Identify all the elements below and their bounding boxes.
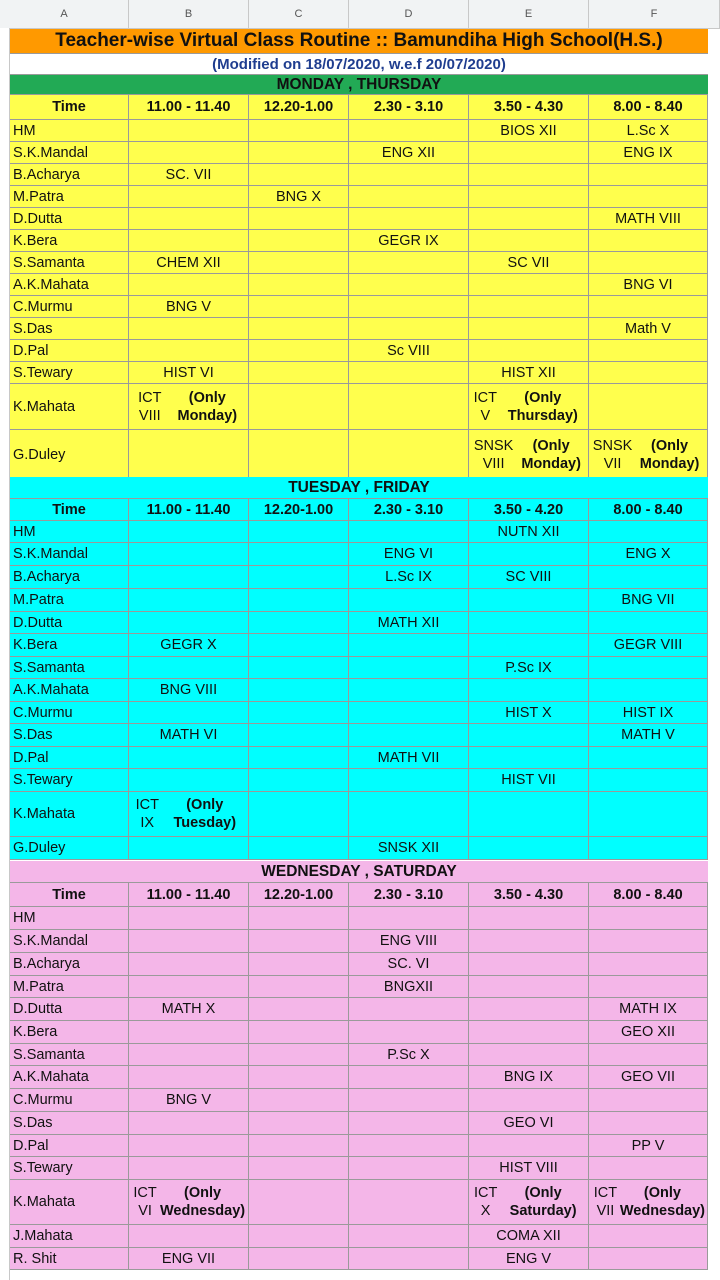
class-cell[interactable]: [469, 274, 589, 296]
teacher-name[interactable]: S.Tewary: [10, 769, 129, 792]
class-cell[interactable]: [349, 1157, 469, 1180]
sheet-subtitle[interactable]: (Modified on 18/07/2020, w.e.f 20/07/2020): [10, 54, 708, 75]
class-cell[interactable]: [589, 230, 708, 252]
class-cell[interactable]: [129, 837, 249, 860]
class-cell[interactable]: [589, 1089, 708, 1112]
period-header[interactable]: 8.00 - 8.40: [589, 95, 708, 120]
class-cell[interactable]: [249, 1112, 349, 1135]
class-cell[interactable]: [589, 612, 708, 634]
teacher-name[interactable]: S.Das: [10, 318, 129, 340]
class-cell[interactable]: BIOS XII: [469, 120, 589, 142]
class-cell[interactable]: [249, 1180, 349, 1225]
period-header[interactable]: 11.00 - 11.40: [129, 95, 249, 120]
class-cell[interactable]: BNG V: [129, 1089, 249, 1112]
class-cell[interactable]: [129, 340, 249, 362]
class-cell[interactable]: [249, 521, 349, 543]
class-cell[interactable]: [589, 930, 708, 953]
class-cell[interactable]: [589, 1248, 708, 1270]
class-cell[interactable]: [349, 634, 469, 657]
class-cell[interactable]: [249, 566, 349, 589]
teacher-name[interactable]: S.K.Mandal: [10, 142, 129, 164]
row-gutter: [0, 28, 10, 1280]
class-cell[interactable]: [249, 769, 349, 792]
class-cell[interactable]: [349, 120, 469, 142]
day-label[interactable]: MONDAY , THURSDAY: [10, 75, 708, 95]
class-cell[interactable]: MATH V: [589, 724, 708, 747]
class-cell[interactable]: [589, 1157, 708, 1180]
class-cell[interactable]: [589, 747, 708, 769]
class-cell[interactable]: [469, 907, 589, 930]
class-cell[interactable]: [469, 589, 589, 612]
period-header[interactable]: 8.00 - 8.40: [589, 883, 708, 907]
class-cell[interactable]: [589, 186, 708, 208]
period-header[interactable]: 12.20-1.00: [249, 883, 349, 907]
class-cell[interactable]: [249, 1248, 349, 1270]
class-cell[interactable]: [249, 120, 349, 142]
class-cell[interactable]: [469, 953, 589, 976]
class-cell[interactable]: [129, 1112, 249, 1135]
teacher-name[interactable]: D.Pal: [10, 340, 129, 362]
class-cell[interactable]: [129, 186, 249, 208]
period-header[interactable]: 12.20-1.00: [249, 95, 349, 120]
column-letter[interactable]: A: [0, 0, 129, 28]
teacher-name[interactable]: D.Pal: [10, 747, 129, 769]
class-cell[interactable]: [589, 566, 708, 589]
class-cell[interactable]: [249, 543, 349, 566]
class-cell[interactable]: [589, 296, 708, 318]
teacher-name[interactable]: K.Mahata: [10, 792, 129, 837]
class-cell[interactable]: BNG VII: [589, 589, 708, 612]
class-cell[interactable]: [249, 976, 349, 998]
class-cell[interactable]: GEO XII: [589, 1021, 708, 1044]
period-header[interactable]: 2.30 - 3.10: [349, 499, 469, 521]
day-label[interactable]: TUESDAY , FRIDAY: [10, 477, 708, 499]
class-cell[interactable]: ENG XII: [349, 142, 469, 164]
class-cell[interactable]: P.Sc IX: [469, 657, 589, 679]
class-cell[interactable]: [349, 1112, 469, 1135]
class-cell[interactable]: ICT V (Only Thursday): [469, 384, 589, 430]
class-cell[interactable]: [349, 724, 469, 747]
class-cell[interactable]: GEO VII: [589, 1066, 708, 1089]
class-cell[interactable]: ICT VII (Only Wednesday): [589, 1180, 708, 1225]
class-cell[interactable]: ENG IX: [589, 142, 708, 164]
class-cell[interactable]: GEO VI: [469, 1112, 589, 1135]
class-cell[interactable]: [589, 1044, 708, 1066]
class-cell[interactable]: [249, 252, 349, 274]
teacher-name[interactable]: S.Das: [10, 1112, 129, 1135]
class-cell[interactable]: [469, 930, 589, 953]
class-cell[interactable]: [249, 274, 349, 296]
teacher-name[interactable]: S.K.Mandal: [10, 543, 129, 566]
class-cell[interactable]: [349, 1135, 469, 1157]
class-cell[interactable]: BNG IX: [469, 1066, 589, 1089]
class-cell[interactable]: [249, 208, 349, 230]
class-cell[interactable]: [349, 998, 469, 1021]
column-letter[interactable]: D: [349, 0, 469, 28]
class-cell[interactable]: [249, 1021, 349, 1044]
class-cell[interactable]: [129, 1135, 249, 1157]
class-cell[interactable]: [469, 296, 589, 318]
class-cell[interactable]: [589, 521, 708, 543]
class-cell[interactable]: [469, 208, 589, 230]
class-cell[interactable]: [349, 362, 469, 384]
period-header[interactable]: 8.00 - 8.40: [589, 499, 708, 521]
class-cell[interactable]: [129, 612, 249, 634]
class-cell[interactable]: MATH IX: [589, 998, 708, 1021]
class-cell[interactable]: [129, 208, 249, 230]
class-cell[interactable]: [469, 724, 589, 747]
class-cell[interactable]: ICT IX (Only Tuesday): [129, 792, 249, 837]
class-cell[interactable]: [129, 1044, 249, 1066]
teacher-name[interactable]: HM: [10, 120, 129, 142]
class-cell[interactable]: Math V: [589, 318, 708, 340]
class-cell[interactable]: GEGR X: [129, 634, 249, 657]
class-cell[interactable]: PP V: [589, 1135, 708, 1157]
class-cell[interactable]: [469, 230, 589, 252]
teacher-name[interactable]: S.Tewary: [10, 362, 129, 384]
class-cell[interactable]: HIST VI: [129, 362, 249, 384]
class-cell[interactable]: [589, 837, 708, 860]
class-cell[interactable]: [469, 792, 589, 837]
class-cell[interactable]: [129, 543, 249, 566]
teacher-name[interactable]: C.Murmu: [10, 1089, 129, 1112]
teacher-name[interactable]: HM: [10, 907, 129, 930]
class-cell[interactable]: [589, 907, 708, 930]
class-cell[interactable]: BNGXII: [349, 976, 469, 998]
class-cell[interactable]: [349, 657, 469, 679]
class-cell[interactable]: [249, 634, 349, 657]
class-cell[interactable]: SC VIII: [469, 566, 589, 589]
class-cell[interactable]: SNSK VIII (Only Monday): [469, 430, 589, 480]
class-cell[interactable]: [249, 724, 349, 747]
class-cell[interactable]: [469, 747, 589, 769]
class-cell[interactable]: [349, 907, 469, 930]
class-cell[interactable]: GEGR IX: [349, 230, 469, 252]
class-cell[interactable]: [249, 679, 349, 702]
class-cell[interactable]: Sc VIII: [349, 340, 469, 362]
teacher-name[interactable]: D.Dutta: [10, 208, 129, 230]
class-cell[interactable]: [249, 318, 349, 340]
class-cell[interactable]: [469, 164, 589, 186]
class-cell[interactable]: BNG X: [249, 186, 349, 208]
class-cell[interactable]: [469, 340, 589, 362]
time-header[interactable]: Time: [10, 883, 129, 907]
class-cell[interactable]: [129, 953, 249, 976]
column-letter[interactable]: B: [129, 0, 249, 28]
class-cell[interactable]: MATH XII: [349, 612, 469, 634]
class-cell[interactable]: [589, 362, 708, 384]
class-cell[interactable]: [129, 976, 249, 998]
class-cell[interactable]: HIST X: [469, 702, 589, 724]
column-letter[interactable]: C: [249, 0, 349, 28]
class-cell[interactable]: [589, 164, 708, 186]
teacher-name[interactable]: A.K.Mahata: [10, 274, 129, 296]
class-cell[interactable]: SNSK VII (Only Monday): [589, 430, 708, 480]
teacher-name[interactable]: M.Patra: [10, 186, 129, 208]
class-cell[interactable]: [349, 1066, 469, 1089]
teacher-name[interactable]: R. Shit: [10, 1248, 129, 1270]
period-header[interactable]: 3.50 - 4.20: [469, 499, 589, 521]
class-cell[interactable]: [349, 589, 469, 612]
class-cell[interactable]: [349, 702, 469, 724]
class-cell[interactable]: ENG VII: [129, 1248, 249, 1270]
time-header[interactable]: Time: [10, 95, 129, 120]
class-cell[interactable]: [129, 566, 249, 589]
class-cell[interactable]: BNG VIII: [129, 679, 249, 702]
class-cell[interactable]: BNG VI: [589, 274, 708, 296]
class-cell[interactable]: [129, 142, 249, 164]
class-cell[interactable]: [249, 340, 349, 362]
column-letter[interactable]: E: [469, 0, 589, 28]
class-cell[interactable]: NUTN XII: [469, 521, 589, 543]
class-cell[interactable]: HIST XII: [469, 362, 589, 384]
class-cell[interactable]: [249, 792, 349, 837]
class-cell[interactable]: [249, 1225, 349, 1248]
class-cell[interactable]: [349, 1089, 469, 1112]
class-cell[interactable]: [249, 362, 349, 384]
class-cell[interactable]: [129, 1225, 249, 1248]
class-cell[interactable]: CHEM XII: [129, 252, 249, 274]
column-letter[interactable]: F: [589, 0, 720, 28]
class-cell[interactable]: [249, 589, 349, 612]
class-cell[interactable]: [249, 953, 349, 976]
teacher-name[interactable]: C.Murmu: [10, 296, 129, 318]
class-cell[interactable]: [589, 769, 708, 792]
class-cell[interactable]: [469, 679, 589, 702]
teacher-name[interactable]: J.Mahata: [10, 1225, 129, 1248]
teacher-name[interactable]: S.K.Mandal: [10, 930, 129, 953]
class-cell[interactable]: [129, 120, 249, 142]
class-cell[interactable]: HIST VIII: [469, 1157, 589, 1180]
class-cell[interactable]: [249, 998, 349, 1021]
teacher-name[interactable]: G.Duley: [10, 837, 129, 860]
class-cell[interactable]: [469, 1044, 589, 1066]
class-cell[interactable]: MATH VI: [129, 724, 249, 747]
class-cell[interactable]: [349, 792, 469, 837]
class-cell[interactable]: GEGR VIII: [589, 634, 708, 657]
class-cell[interactable]: [129, 769, 249, 792]
class-cell[interactable]: MATH VIII: [589, 208, 708, 230]
teacher-name[interactable]: S.Das: [10, 724, 129, 747]
class-cell[interactable]: ENG X: [589, 543, 708, 566]
period-header[interactable]: 11.00 - 11.40: [129, 499, 249, 521]
class-cell[interactable]: [349, 274, 469, 296]
class-cell[interactable]: SC VII: [469, 252, 589, 274]
class-cell[interactable]: HIST VII: [469, 769, 589, 792]
class-cell[interactable]: [589, 976, 708, 998]
class-cell[interactable]: [249, 142, 349, 164]
class-cell[interactable]: [249, 1044, 349, 1066]
teacher-name[interactable]: S.Samanta: [10, 1044, 129, 1066]
class-cell[interactable]: [589, 1225, 708, 1248]
class-cell[interactable]: ENG V: [469, 1248, 589, 1270]
teacher-name[interactable]: S.Samanta: [10, 252, 129, 274]
teacher-name[interactable]: K.Bera: [10, 634, 129, 657]
class-cell[interactable]: [589, 792, 708, 837]
class-cell[interactable]: [349, 296, 469, 318]
class-cell[interactable]: [249, 612, 349, 634]
class-cell[interactable]: SC. VII: [129, 164, 249, 186]
teacher-name[interactable]: C.Murmu: [10, 702, 129, 724]
class-cell[interactable]: [349, 164, 469, 186]
teacher-name[interactable]: D.Pal: [10, 1135, 129, 1157]
class-cell[interactable]: [249, 1135, 349, 1157]
class-cell[interactable]: [469, 142, 589, 164]
teacher-name[interactable]: S.Tewary: [10, 1157, 129, 1180]
class-cell[interactable]: [249, 230, 349, 252]
class-cell[interactable]: [349, 208, 469, 230]
class-cell[interactable]: ENG VIII: [349, 930, 469, 953]
class-cell[interactable]: [349, 1248, 469, 1270]
class-cell[interactable]: MATH X: [129, 998, 249, 1021]
class-cell[interactable]: [469, 1089, 589, 1112]
class-cell[interactable]: [249, 164, 349, 186]
class-cell[interactable]: [589, 657, 708, 679]
teacher-name[interactable]: K.Mahata: [10, 1180, 129, 1225]
class-cell[interactable]: SC. VI: [349, 953, 469, 976]
class-cell[interactable]: [469, 318, 589, 340]
class-cell[interactable]: [469, 634, 589, 657]
class-cell[interactable]: [129, 521, 249, 543]
class-cell[interactable]: [349, 1180, 469, 1225]
class-cell[interactable]: COMA XII: [469, 1225, 589, 1248]
class-cell[interactable]: [249, 702, 349, 724]
class-cell[interactable]: [249, 384, 349, 430]
class-cell[interactable]: HIST IX: [589, 702, 708, 724]
teacher-name[interactable]: B.Acharya: [10, 164, 129, 186]
class-cell[interactable]: L.Sc IX: [349, 566, 469, 589]
sheet-title[interactable]: Teacher-wise Virtual Class Routine :: Bamundiha High School(H.S.): [10, 29, 708, 54]
class-cell[interactable]: [249, 837, 349, 860]
class-cell[interactable]: MATH VII: [349, 747, 469, 769]
teacher-name[interactable]: M.Patra: [10, 976, 129, 998]
period-header[interactable]: 3.50 - 4.30: [469, 95, 589, 120]
class-cell[interactable]: [129, 1021, 249, 1044]
class-cell[interactable]: [589, 679, 708, 702]
class-cell[interactable]: [129, 589, 249, 612]
class-cell[interactable]: [349, 1225, 469, 1248]
teacher-name[interactable]: G.Duley: [10, 430, 129, 480]
class-cell[interactable]: [349, 318, 469, 340]
class-cell[interactable]: [129, 430, 249, 480]
class-cell[interactable]: [589, 384, 708, 430]
class-cell[interactable]: [249, 296, 349, 318]
class-cell[interactable]: [469, 186, 589, 208]
class-cell[interactable]: [349, 679, 469, 702]
class-cell[interactable]: [349, 252, 469, 274]
class-cell[interactable]: [469, 612, 589, 634]
class-cell[interactable]: [469, 837, 589, 860]
class-cell[interactable]: [349, 521, 469, 543]
class-cell[interactable]: [249, 1066, 349, 1089]
period-header[interactable]: 12.20-1.00: [249, 499, 349, 521]
class-cell[interactable]: [129, 907, 249, 930]
class-cell[interactable]: SNSK XII: [349, 837, 469, 860]
class-cell[interactable]: [469, 998, 589, 1021]
class-cell[interactable]: [129, 930, 249, 953]
teacher-name[interactable]: K.Bera: [10, 230, 129, 252]
class-cell[interactable]: [349, 384, 469, 430]
class-cell[interactable]: [589, 252, 708, 274]
class-cell[interactable]: [249, 907, 349, 930]
day-label[interactable]: WEDNESDAY , SATURDAY: [10, 861, 708, 883]
class-cell[interactable]: ICT VIII (Only Monday): [129, 384, 249, 430]
class-cell[interactable]: [349, 430, 469, 480]
class-cell[interactable]: [589, 953, 708, 976]
teacher-name[interactable]: A.K.Mahata: [10, 679, 129, 702]
teacher-name[interactable]: M.Patra: [10, 589, 129, 612]
class-cell[interactable]: [469, 543, 589, 566]
class-cell[interactable]: [249, 657, 349, 679]
class-cell[interactable]: ICT X (Only Saturday): [469, 1180, 589, 1225]
class-cell[interactable]: [469, 1021, 589, 1044]
class-cell[interactable]: [589, 340, 708, 362]
teacher-name[interactable]: A.K.Mahata: [10, 1066, 129, 1089]
teacher-name[interactable]: D.Dutta: [10, 612, 129, 634]
period-header[interactable]: 2.30 - 3.10: [349, 95, 469, 120]
class-cell[interactable]: [129, 318, 249, 340]
teacher-name[interactable]: S.Samanta: [10, 657, 129, 679]
class-cell[interactable]: [249, 747, 349, 769]
class-cell[interactable]: ENG VI: [349, 543, 469, 566]
class-cell[interactable]: [249, 1157, 349, 1180]
class-cell[interactable]: [469, 976, 589, 998]
teacher-name[interactable]: K.Bera: [10, 1021, 129, 1044]
class-cell[interactable]: [589, 1112, 708, 1135]
time-header[interactable]: Time: [10, 499, 129, 521]
class-cell[interactable]: [249, 1089, 349, 1112]
class-cell[interactable]: [349, 769, 469, 792]
class-cell[interactable]: [249, 430, 349, 480]
teacher-name[interactable]: B.Acharya: [10, 566, 129, 589]
teacher-name[interactable]: D.Dutta: [10, 998, 129, 1021]
class-cell[interactable]: [129, 274, 249, 296]
class-cell[interactable]: [129, 747, 249, 769]
class-cell[interactable]: ICT VI (Only Wednesday): [129, 1180, 249, 1225]
class-cell[interactable]: [469, 1135, 589, 1157]
class-cell[interactable]: [129, 702, 249, 724]
teacher-name[interactable]: K.Mahata: [10, 384, 129, 430]
class-cell[interactable]: [349, 186, 469, 208]
class-cell[interactable]: P.Sc X: [349, 1044, 469, 1066]
period-header[interactable]: 3.50 - 4.30: [469, 883, 589, 907]
class-cell[interactable]: [129, 1066, 249, 1089]
class-cell[interactable]: [129, 230, 249, 252]
class-cell[interactable]: [129, 1157, 249, 1180]
teacher-name[interactable]: HM: [10, 521, 129, 543]
class-cell[interactable]: [349, 1021, 469, 1044]
class-cell[interactable]: L.Sc X: [589, 120, 708, 142]
class-cell[interactable]: [249, 930, 349, 953]
period-header[interactable]: 11.00 - 11.40: [129, 883, 249, 907]
period-header[interactable]: 2.30 - 3.10: [349, 883, 469, 907]
class-cell[interactable]: BNG V: [129, 296, 249, 318]
class-cell[interactable]: [129, 657, 249, 679]
teacher-name[interactable]: B.Acharya: [10, 953, 129, 976]
